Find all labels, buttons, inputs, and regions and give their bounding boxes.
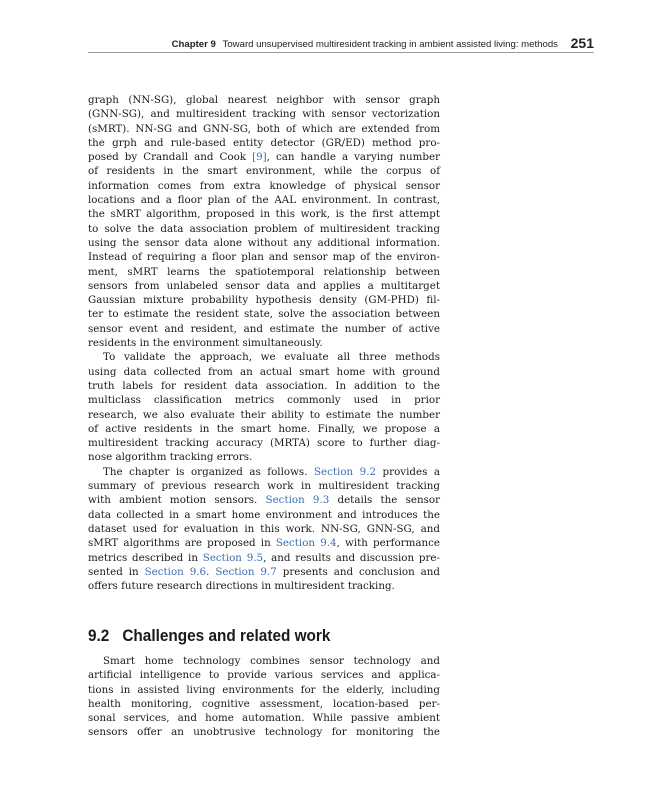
paragraph-validation — [88, 350, 440, 464]
text-line: Smart home technology combines sensor technology and — [103, 655, 440, 667]
text-line: using the sensor data alone without any additional information. — [88, 236, 440, 249]
text-line: ter to estimate the resident state, solve the association between — [88, 308, 440, 321]
text-line: (sMRT). NN-SG and GNN-SG, both of which are extended from — [88, 122, 440, 135]
text-line: the grph and rule-based entity detector (GR/ED) method pro- — [88, 136, 440, 149]
body-text — [88, 93, 440, 593]
paragraph-related-work — [88, 654, 440, 740]
text-line: sensors from unlabeled sensor data and applies a multitarget — [88, 279, 440, 292]
section-link-9-2[interactable]: Section 9.2 — [313, 465, 377, 478]
text-line: health monitoring, cognitive assessment, location-based per- — [88, 697, 440, 710]
page-number: 251 — [570, 35, 594, 51]
text-line: using data collected from an actual smart home with ground — [88, 365, 440, 378]
text-line: nose algorithm tracking errors. — [88, 451, 253, 464]
text-line: with ambient motion sensors. Section 9.3 details the sensor — [88, 494, 441, 507]
text-line: dataset used for evaluation in this work. NN-SG, GNN-SG, and — [88, 522, 440, 535]
text-line: tions in assisted living environments for the elderly, including — [88, 683, 440, 696]
text-line: sented in Section 9.6. Section 9.7 presents and conclusion and — [88, 565, 440, 578]
text-line: the sMRT algorithm, proposed in this work, is the first attempt — [88, 208, 440, 221]
paragraph-organization — [88, 465, 440, 594]
section-title: Challenges and related work — [122, 627, 331, 645]
text-line: sensor event and resident, and estimate the number of active — [88, 322, 440, 335]
text-line: of active residents in the smart home. Finally, we propose a — [88, 422, 440, 435]
text-line: multiclass classification metrics commonly used in prior — [88, 394, 440, 407]
text-line: sMRT algorithms are proposed in Section 9.4, with performance — [88, 537, 440, 550]
text-line: locations and a floor plan of the AAL environment. In contrast, — [88, 194, 440, 207]
section-link-9-3[interactable]: Section 9.3 — [265, 494, 330, 507]
section-heading — [88, 627, 330, 646]
text-line: To validate the approach, we evaluate all three methods — [103, 351, 440, 364]
text-line: sonal services, and home automation. While passive ambient — [88, 712, 440, 725]
body-text-section — [88, 654, 440, 740]
text-line: to solve the data association problem of multiresident tracking — [88, 222, 440, 235]
text-line: truth labels for resident data association. In addition to the — [88, 379, 440, 392]
text-line: graph (NN-SG), global nearest neighbor with sensor graph — [88, 94, 440, 106]
text-line: information comes from extra knowledge of physical sensor — [88, 179, 440, 192]
chapter-label: Chapter 9 — [171, 39, 216, 50]
citation-link[interactable]: [9] — [252, 151, 267, 164]
text-line: (GNN-SG), and multiresident tracking with sensor vectorization — [88, 108, 440, 121]
paragraph-intro — [88, 93, 440, 350]
text-line: offers future research directions in multiresident tracking. — [88, 580, 395, 593]
section-number: 9.2 — [88, 627, 110, 645]
text-line: The chapter is organized as follows. Section 9.2 provides a — [103, 465, 440, 478]
text-line: metrics described in Section 9.5, and results and discussion pre- — [88, 551, 441, 564]
text-line: artificial intelligence to provide various services and applica- — [88, 669, 440, 682]
text-line: summary of previous research work in multiresident tracking — [88, 480, 440, 493]
chapter-title: Toward unsupervised multiresident tracking in ambient assisted living: methods — [222, 39, 558, 50]
text-line: research, we also evaluate their ability to estimate the number — [88, 408, 440, 421]
text-line: data collected in a smart home environment and introduces the — [88, 508, 440, 521]
section-link-9-7[interactable]: Section 9.7 — [215, 565, 277, 578]
section-link-9-6[interactable]: Section 9.6 — [144, 565, 207, 578]
text-line: residents in the environment simultaneously. — [88, 337, 323, 350]
running-header — [88, 34, 594, 53]
text-line: multiresident tracking accuracy (MRTA) score to further diag- — [88, 437, 440, 450]
text-line: ment, sMRT learns the spatiotemporal relationship between — [88, 265, 440, 278]
text-line: sensors offer an unobtrusive technology for monitoring the — [88, 726, 440, 739]
text-line: posed by Crandall and Cook [9], can handle a varying number — [88, 151, 440, 164]
text-line: of residents in the smart environment, while the corpus of — [88, 165, 440, 178]
text-line: Instead of requiring a floor plan and sensor map of the environ- — [88, 251, 440, 264]
section-link-9-4[interactable]: Section 9.4 — [275, 537, 337, 550]
text-line: Gaussian mixture probability hypothesis density (GM-PHD) fil- — [88, 294, 440, 307]
section-link-9-5[interactable]: Section 9.5 — [202, 551, 264, 564]
